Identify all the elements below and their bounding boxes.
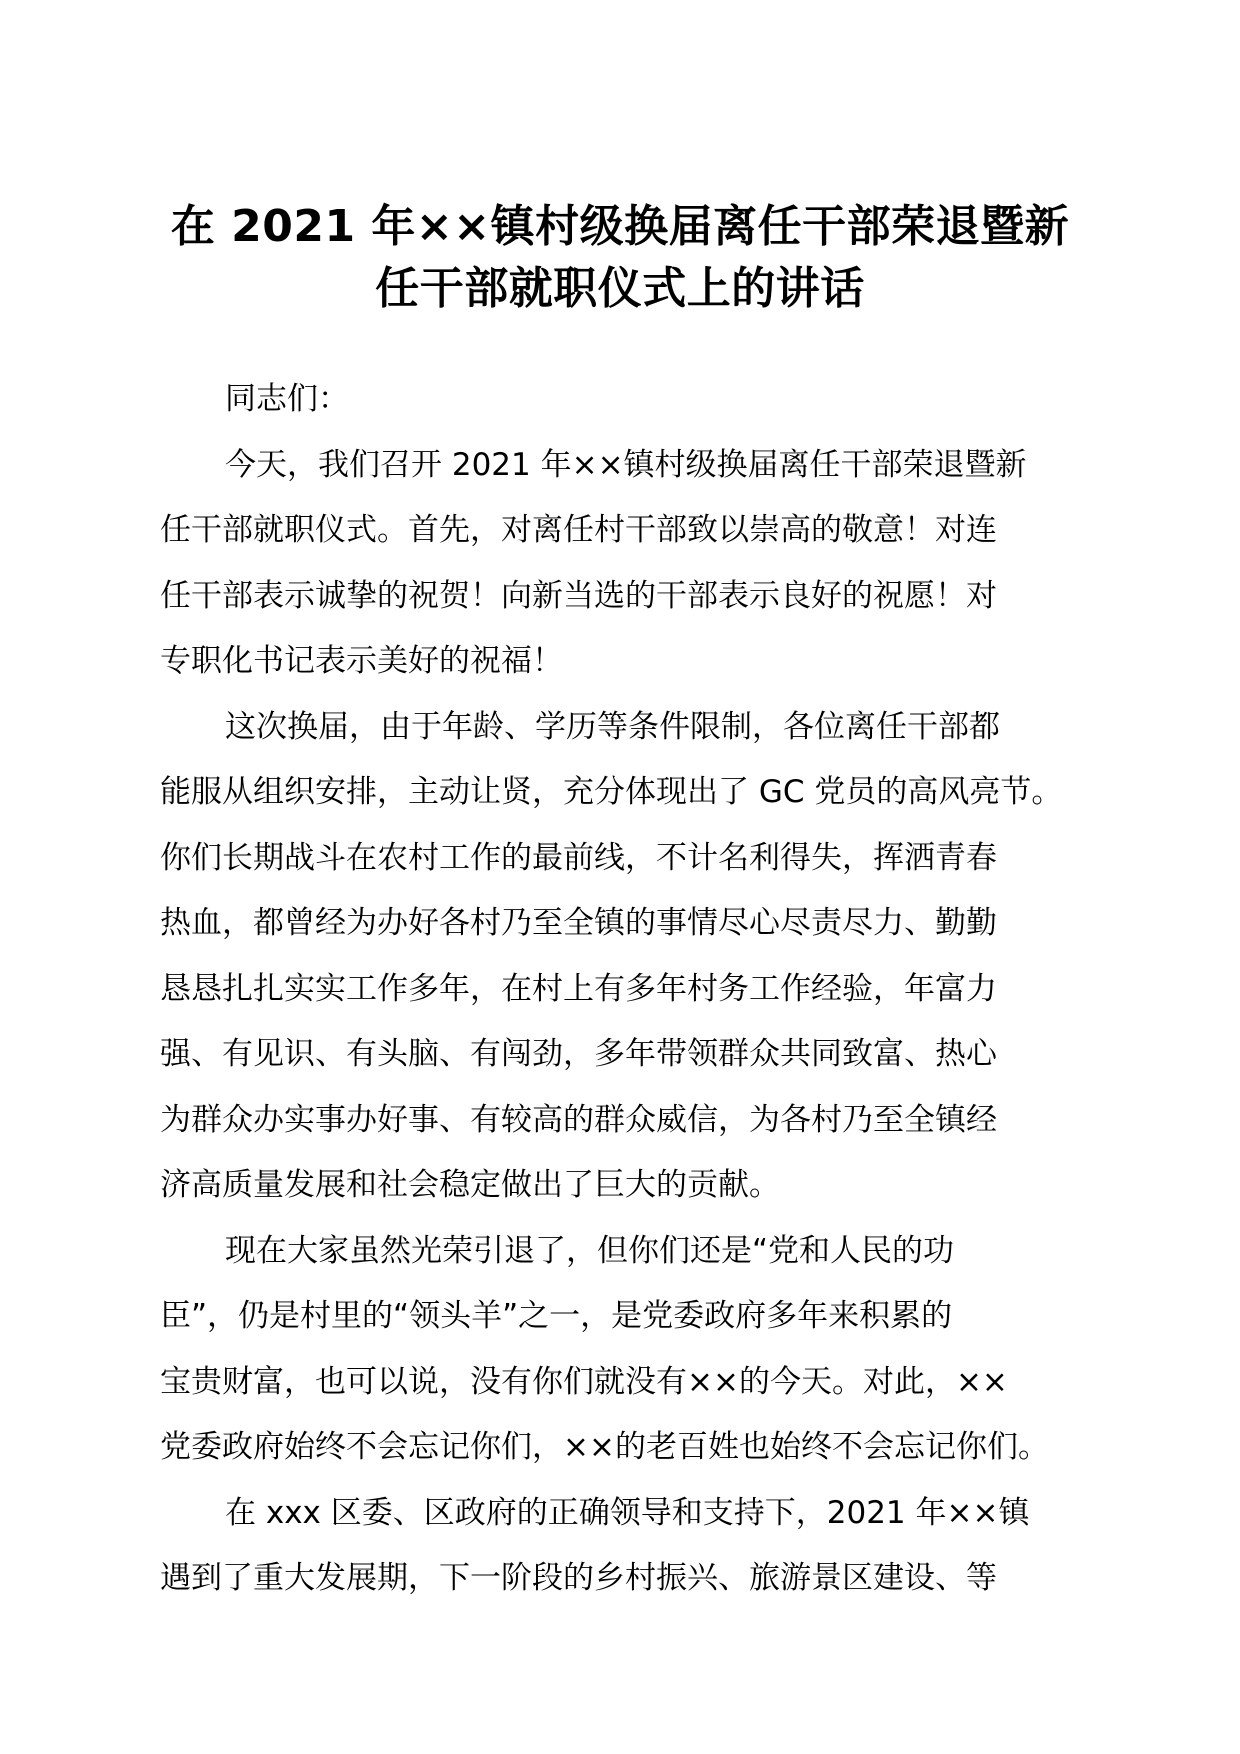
title-line-1: 在 2021 年××镇村级换届离任干部荣退暨新	[170, 201, 1070, 252]
paragraph-3-line-3: 宝贵财富，也可以说，没有你们就没有××的今天。对此，××	[160, 1363, 1008, 1400]
document-title	[150, 196, 1090, 320]
document-body	[160, 367, 1095, 1612]
paragraph-1-line-4: 专职化书记表示美好的祝福！	[160, 643, 563, 679]
paragraph-1-line-1: 今天，我们召开 2021 年××镇村级换届离任干部荣退暨新	[225, 446, 1027, 483]
paragraph-2-line-2: 能服从组织安排，主动让贤，充分体现出了 GC 党员的高风亮节。	[160, 774, 1063, 810]
paragraph-2-line-8: 济高质量发展和社会稳定做出了巨大的贡献。	[160, 1167, 780, 1203]
paragraph-3-line-4: 党委政府始终不会忘记你们，××的老百姓也始终不会忘记你们。	[160, 1429, 1049, 1465]
paragraph-2-line-1: 这次换届，由于年龄、学历等条件限制，各位离任干部都	[225, 708, 1000, 745]
paragraph-4-line-2: 遇到了重大发展期，下一阶段的乡村振兴、旅游景区建设、等	[160, 1560, 997, 1596]
paragraph-2-line-3: 你们长期战斗在农村工作的最前线，不计名利得失，挥洒青春	[160, 839, 997, 876]
paragraph-2-line-7: 为群众办实事办好事、有较高的群众威信，为各村乃至全镇经	[160, 1101, 997, 1138]
paragraph-2-line-4: 热血，都曾经为办好各村乃至全镇的事情尽心尽责尽力、勤勤	[160, 905, 997, 941]
paragraph-3-line-1: 现在大家虽然光荣引退了，但你们还是“党和人民的功	[225, 1232, 955, 1269]
paragraph-3-line-2: 臣”，仍是村里的“领头羊”之一，是党委政府多年来积累的	[160, 1298, 953, 1334]
paragraph-1-line-2: 任干部就职仪式。首先，对离任村干部致以崇高的敬意！对连	[160, 512, 997, 548]
paragraph-2-line-6: 强、有见识、有头脑、有闯劲，多年带领群众共同致富、热心	[160, 1036, 997, 1072]
paragraph-2-line-5: 恳恳扎扎实实工作多年，在村上有多年村务工作经验，年富力	[160, 970, 997, 1007]
salutation: 同志们：	[225, 381, 349, 417]
paragraph-4-line-1: 在 xxx 区委、区政府的正确领导和支持下，2021 年××镇	[225, 1494, 1030, 1531]
paragraph-1-line-3: 任干部表示诚挚的祝贺！向新当选的干部表示良好的祝愿！对	[160, 577, 997, 614]
title-line-2: 任干部就职仪式上的讲话	[375, 263, 865, 314]
